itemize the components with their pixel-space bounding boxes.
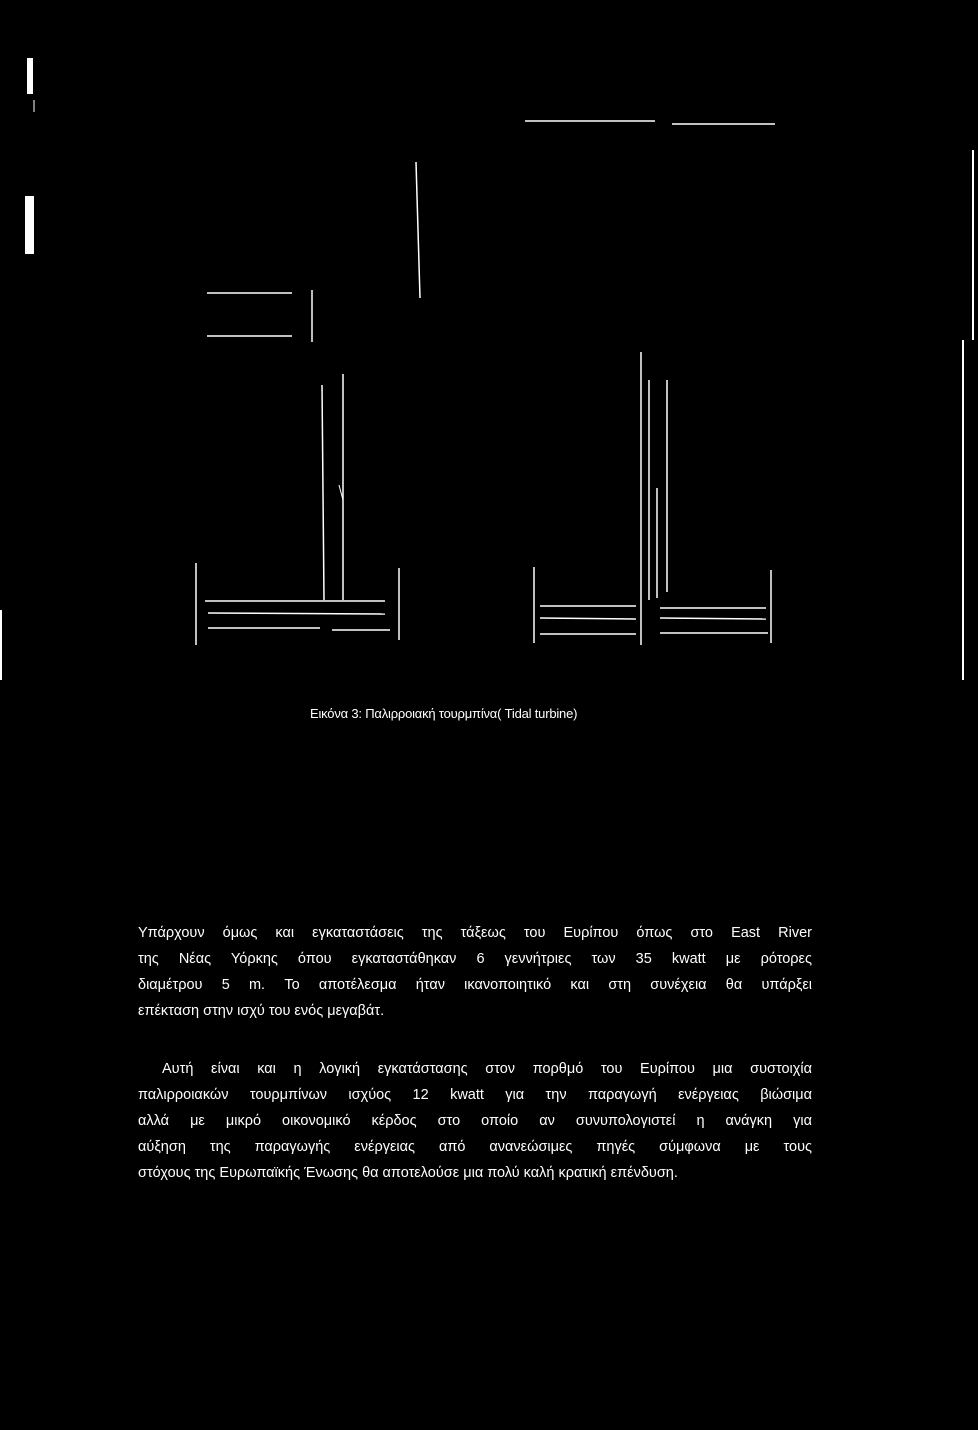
paragraph-line: στόχους της Ευρωπαϊκής Ένωσης θα αποτελούσε μια πολύ καλή κρατική επένδυση. — [138, 1165, 678, 1181]
paragraph-line: της Νέας Υόρκης όπου εγκαταστάθηκαν 6 γεννήτριες των 35 kwatt με ρότορες — [138, 951, 812, 967]
paragraph-1 — [138, 920, 812, 1024]
paragraph-line: παλιρροιακών τουρμπίνων ισχύος 12 kwatt για την παραγωγή ενέργειας βιώσιμα — [138, 1087, 812, 1103]
figure-upper-pole — [416, 162, 420, 298]
right-turbine-outline — [534, 352, 771, 645]
paragraph-2 — [138, 1056, 812, 1186]
scan-artifact — [25, 196, 34, 254]
scan-artifact — [27, 58, 33, 94]
paragraph-line: αύξηση της παραγωγής ενέργειας από ανανεώσιμες πηγές σύμφωνα με τους — [138, 1139, 812, 1155]
paragraph-line: επέκταση στην ισχύ του ενός μεγαβάτ. — [138, 1003, 385, 1019]
tidal-turbine-figure — [0, 0, 978, 680]
paragraph-line: Αυτή είναι και η λογική εγκατάστασης στον πορθμό του Ευρίπου μια συστοιχία — [162, 1061, 812, 1077]
paragraph-line: αλλά με μικρό οικονομικό κέρδος στο οποίο αν συνυπολογιστεί η ανάγκη για — [138, 1113, 812, 1129]
paragraph-line: διαμέτρου 5 m. Το αποτέλεσμα ήταν ικανοποιητικό και στη συνέχεια θα υπάρξει — [138, 977, 812, 993]
figure-caption: Εικόνα 3: Παλιρροιακή τουρμπίνα( Tidal turbine) — [310, 706, 578, 721]
paragraph-line: Υπάρχουν όμως και εγκαταστάσεις της τάξεως του Ευρίπου όπως στο East River — [138, 925, 812, 941]
left-turbine-outline — [196, 374, 399, 645]
